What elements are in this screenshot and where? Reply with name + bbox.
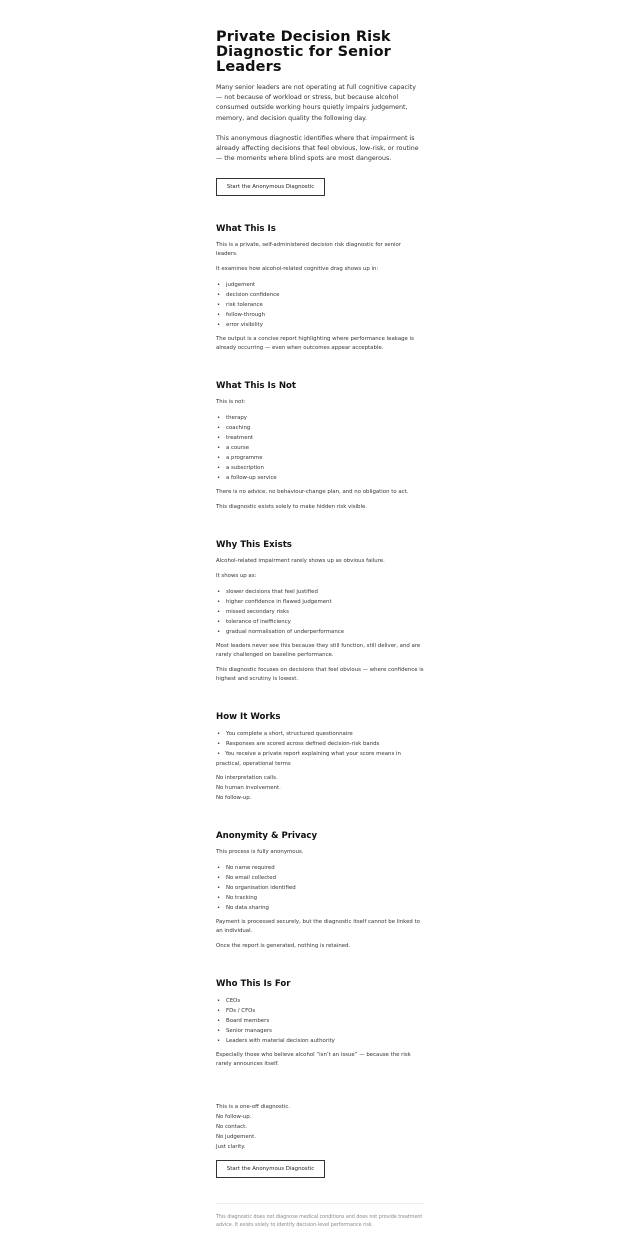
list-item: • gradual normalisation of underperformance [216, 627, 424, 637]
statement-line: No contact. [216, 1124, 247, 1131]
list-item: • CEOs [216, 996, 424, 1006]
list-item: • FDs / CFOs [216, 1006, 424, 1016]
section-heading: How It Works [216, 712, 281, 723]
statement-lines [216, 774, 424, 803]
section-what-this-is-not [216, 381, 424, 512]
paragraph: Especially those who believe alcohol “isn’t an issue” — because the risk rarely announces itself. [216, 1052, 411, 1068]
list-item: • missed secondary risks [216, 607, 424, 617]
list-item: • Leaders with material decision authority [216, 1036, 424, 1046]
footer [216, 1203, 424, 1230]
list-item: • You complete a short, structured questionnaire [216, 729, 424, 739]
list-item: • error visibility [216, 320, 424, 330]
paragraph: It examines how alcohol-related cognitive drag shows up in: [216, 266, 379, 273]
bullet-list [216, 729, 424, 769]
list-item: • slower decisions that feel justified [216, 587, 424, 597]
bullet-list [216, 863, 424, 913]
list-item: • risk tolerance [216, 300, 424, 310]
statement-lines [216, 1102, 424, 1152]
list-item: • coaching [216, 423, 424, 433]
list-item: • tolerance of inefficiency [216, 617, 424, 627]
list-item: • Senior managers [216, 1026, 424, 1036]
statement-line: No judgement. [216, 1134, 256, 1141]
list-item: • a course [216, 443, 424, 453]
list-item: • treatment [216, 433, 424, 443]
list-item: • No tracking [216, 893, 424, 903]
bullet-list [216, 413, 424, 483]
list-item: • decision confidence [216, 290, 424, 300]
list-item: • a follow-up service [216, 473, 424, 483]
page-title: Private Decision Risk Diagnostic for Senior Leaders [216, 29, 391, 75]
section-heading: Who This Is For [216, 979, 291, 990]
hero [216, 30, 424, 196]
intro-paragraph: This anonymous diagnostic identifies where that impairment is already affecting decisions that feel obvious, low-risk, or routine — the moments where blind spots are most dangerous. [216, 134, 419, 163]
bullet-list [216, 996, 424, 1046]
statement-line: No follow-up. [216, 1114, 252, 1121]
statement-line: No human involvement. [216, 785, 281, 792]
section-heading: Why This Exists [216, 540, 292, 551]
paragraph: The output is a concise report highlighting where performance leakage is already occurring — even when outcomes appear acceptable. [216, 336, 414, 352]
paragraph: Alcohol-related impairment rarely shows up as obvious failure. [216, 558, 385, 565]
list-item: • Responses are scored across defined decision-risk bands [216, 739, 424, 749]
footer-divider [216, 1203, 424, 1204]
list-item: • therapy [216, 413, 424, 423]
paragraph: This diagnostic exists solely to make hidden risk visible. [216, 504, 368, 511]
paragraph: This diagnostic focuses on decisions that feel obvious — where confidence is highest and scrutiny is lowest. [216, 667, 424, 683]
paragraph: Once the report is generated, nothing is retained. [216, 943, 351, 950]
list-item: • higher confidence in flawed judgement [216, 597, 424, 607]
paragraph: This process is fully anonymous. [216, 849, 304, 856]
bullet-list [216, 280, 424, 330]
section-why-this-exists [216, 540, 424, 684]
paragraph: Most leaders never see this because they still function, still deliver, and are rarely challenged on baseline performance. [216, 643, 421, 659]
paragraph: Payment is processed securely, but the diagnostic itself cannot be linked to an individual. [216, 919, 420, 935]
statement-line: No follow-up. [216, 795, 252, 802]
paragraph: There is no advice, no behaviour-change plan, and no obligation to act. [216, 489, 409, 496]
start-diagnostic-button[interactable]: Start the Anonymous Diagnostic [216, 178, 325, 196]
list-item: • You receive a private report explaining what your score means in practical, operational terms [216, 749, 424, 769]
bullet-list [216, 587, 424, 637]
section-how-it-works [216, 712, 424, 803]
paragraph: This is a private, self-administered decision risk diagnostic for senior leaders. [216, 242, 402, 258]
page-container [216, 0, 424, 1230]
paragraph: This is not: [216, 399, 246, 406]
list-item: • follow-through [216, 310, 424, 320]
section-what-this-is [216, 224, 424, 353]
list-item: • No name required [216, 863, 424, 873]
section-heading: What This Is [216, 224, 276, 235]
closing-block [216, 1102, 424, 1178]
list-item: • a subscription [216, 463, 424, 473]
statement-line: This is a one-off diagnostic. [216, 1104, 291, 1111]
intro-paragraph: Many senior leaders are not operating at full cognitive capacity — not because of workload or stress, but because alcohol consumed outside working hours quietly impairs judgement, memory, and decision quality the following day. [216, 84, 416, 122]
section-anonymity-privacy [216, 831, 424, 951]
section-who-this-is-for [216, 979, 424, 1069]
section-heading: Anonymity & Privacy [216, 831, 318, 842]
list-item: • judgement [216, 280, 424, 290]
paragraph: It shows up as: [216, 573, 257, 580]
statement-line: No interpretation calls. [216, 775, 278, 782]
list-item: • Board members [216, 1016, 424, 1026]
list-item: • No organisation identified [216, 883, 424, 893]
list-item: • a programme [216, 453, 424, 463]
disclaimer-text: This diagnostic does not diagnose medical conditions and does not provide treatment advice. It exists solely to identify decision-level performance risk. [216, 1215, 423, 1229]
statement-line: Just clarity. [216, 1144, 246, 1151]
list-item: • No email collected [216, 873, 424, 883]
start-diagnostic-button-bottom[interactable]: Start the Anonymous Diagnostic [216, 1160, 325, 1178]
section-heading: What This Is Not [216, 381, 297, 392]
list-item: • No data sharing [216, 903, 424, 913]
